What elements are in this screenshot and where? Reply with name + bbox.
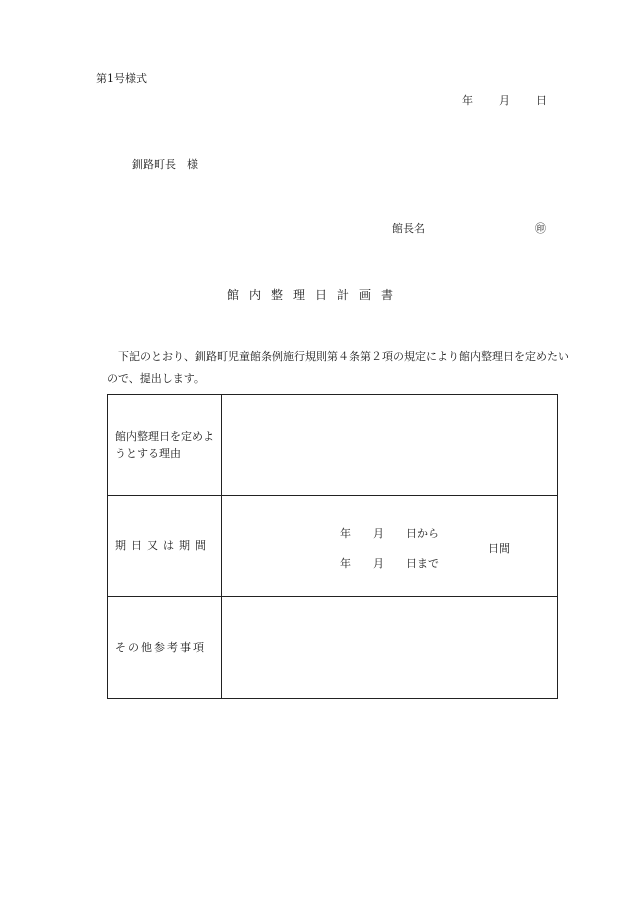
date-day: 日 (536, 94, 547, 107)
period-label: 期日又は期間 (108, 495, 222, 597)
date-month: 月 (499, 94, 510, 107)
table-row-period (108, 495, 558, 597)
addressee: 釧路町長 様 (132, 158, 198, 171)
period-days: 日間 (488, 541, 510, 555)
body-text: 下記のとおり、釧路町児童館条例施行規則第４条第２項の規定により館内整理日を定めたいので、提出します。 (107, 350, 569, 385)
form-number: 第1号様式 (96, 72, 147, 85)
table-row-other (108, 597, 558, 699)
other-field[interactable] (222, 597, 558, 699)
form-table (107, 394, 558, 699)
other-label: その他参考事項 (108, 597, 222, 699)
reason-field[interactable] (222, 395, 558, 496)
date-line (462, 92, 547, 108)
period-from: 年 月 日から (340, 526, 439, 540)
period-to: 年 月 日まで (340, 556, 439, 570)
reason-label: 館内整理日を定めようとする理由 (108, 395, 222, 496)
date-year: 年 (462, 94, 473, 107)
table-row-reason (108, 395, 558, 496)
seal-mark: ㊞ (535, 222, 546, 235)
document-title: 館内整理日計画書 (226, 288, 403, 302)
director-name-label: 館長名 (392, 222, 425, 235)
period-field[interactable] (222, 495, 558, 597)
